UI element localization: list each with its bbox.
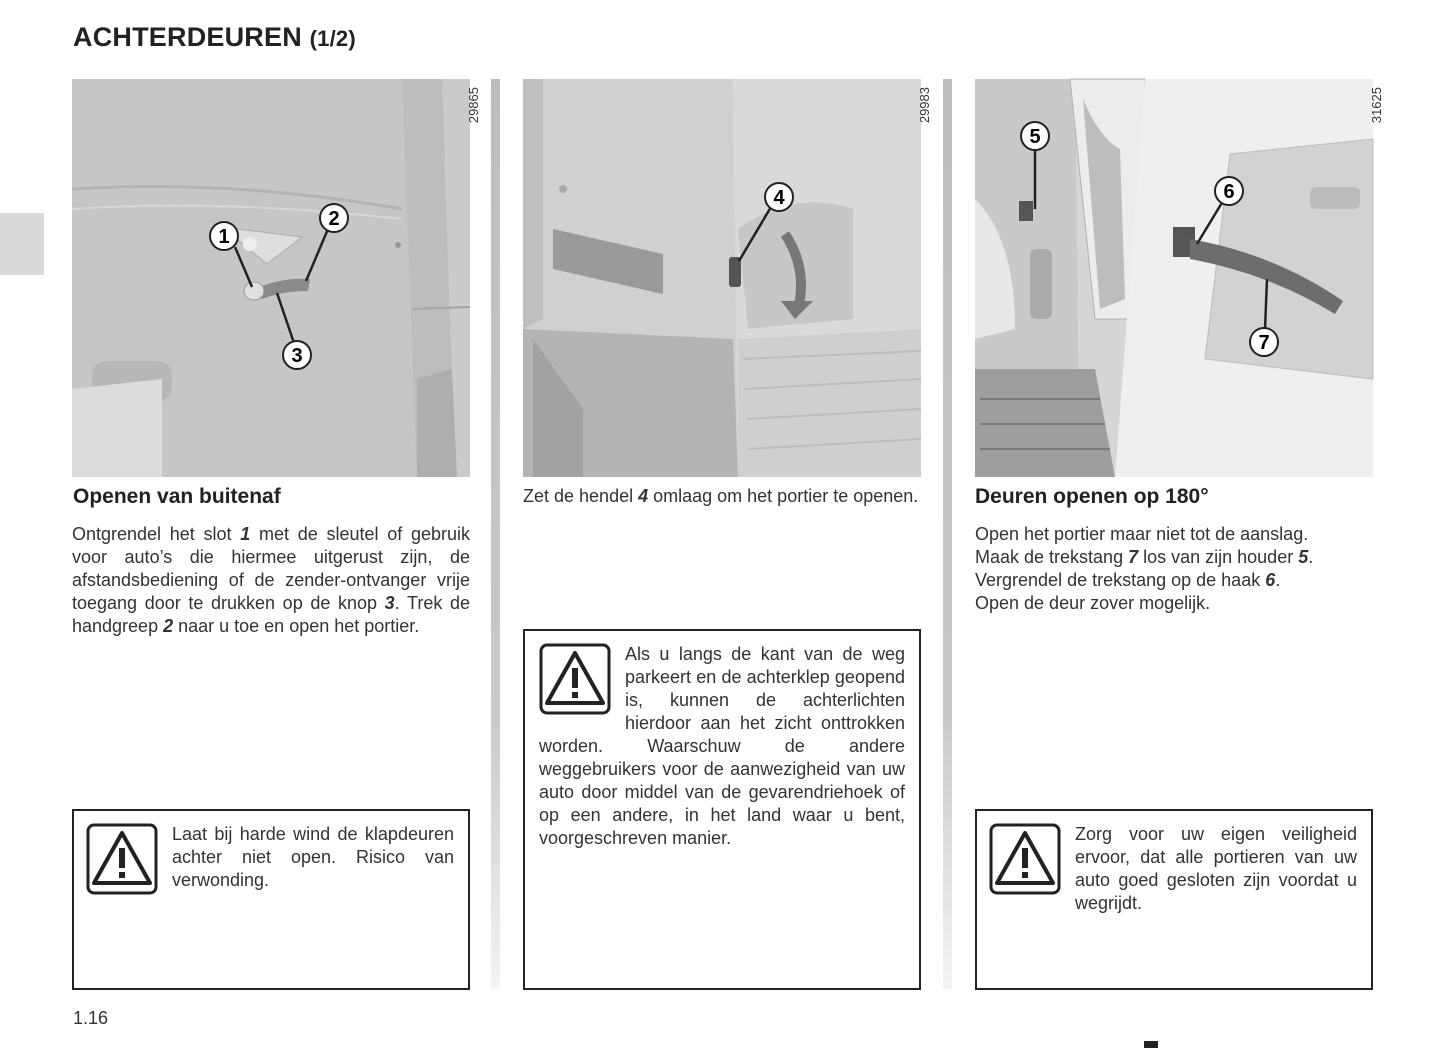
figure-ref-number: 31625 <box>1369 87 1384 124</box>
text-segment: Ontgrendel het slot <box>72 524 241 544</box>
door-lever-illustration <box>523 79 921 477</box>
text-segment: . <box>1308 547 1314 567</box>
ref-1: 1 <box>240 524 251 544</box>
section-tab <box>0 213 44 275</box>
door-180-illustration <box>975 79 1373 477</box>
ref-2: 2 <box>163 616 174 636</box>
warning-box-wind <box>72 809 470 990</box>
ref-4: 4 <box>638 486 649 506</box>
rear-door-exterior-illustration <box>72 79 470 477</box>
figure-ref-number: 29983 <box>917 87 932 124</box>
text-segment: omlaag om het portier te openen. <box>648 486 919 506</box>
text-segment: Open de deur zover mogelijk. <box>975 593 1211 613</box>
ref-3: 3 <box>384 593 395 613</box>
text-segment: Zet de hendel <box>523 486 639 506</box>
page-title-suffix: (1/2) <box>309 26 356 51</box>
text-segment: naar u toe en open het portier. <box>173 616 420 636</box>
text-segment: Vergrendel de trekstang op de haak <box>975 570 1266 590</box>
figure-door-180 <box>975 79 1384 477</box>
text-segment: Maak de trekstang <box>975 547 1129 567</box>
callout-7-label: 7 <box>1258 332 1270 354</box>
warning-box-rear-lights <box>523 629 921 990</box>
callout-4-label: 4 <box>773 187 785 209</box>
text-segment: . Trek de handgreep <box>72 593 470 636</box>
text-segment: . <box>1275 570 1281 590</box>
ref-6: 6 <box>1265 570 1276 590</box>
callout-6-label: 6 <box>1223 181 1235 203</box>
warning-box-safety <box>975 809 1373 990</box>
page-corner-mark <box>1144 1041 1158 1048</box>
instruction-line <box>975 592 1373 615</box>
instruction-line <box>975 546 1373 569</box>
callout-1-label: 1 <box>218 226 230 248</box>
warning-triangle-icon <box>539 643 611 715</box>
figure-rear-door-exterior <box>72 79 481 477</box>
warning-text-rear-lights: Als u langs de kant van de weg parkeert en de achterklep geopend is, kunnen de achterlichten hierdoor aan het zicht onttrokken worden. Waarschuw de andere weggebruikers voor de aanwezigheid van uw auto door middel van de gevarendriehoek of op een andere, in het land waar u bent, voorgeschreven manier. <box>539 644 905 848</box>
callout-5-label: 5 <box>1029 126 1041 148</box>
ref-7: 7 <box>1128 547 1139 567</box>
ref-5: 5 <box>1298 547 1309 567</box>
column-divider <box>943 79 952 989</box>
page-title-text: ACHTERDEUREN <box>73 22 302 52</box>
figure-door-lever <box>523 79 932 477</box>
instruction-line <box>975 569 1373 592</box>
callout-3-label: 3 <box>291 345 303 367</box>
instruction-open-180 <box>975 523 1373 615</box>
text-segment: met de sleutel of gebruik voor auto’s die hiermee uitgerust zijn, de afstandsbediening of de zender-ontvanger vrije toegang door te drukken op de knop <box>72 524 470 613</box>
page-title <box>73 22 356 53</box>
text-segment: Open het portier maar niet tot de aanslag. <box>975 524 1309 544</box>
instruction-lever <box>523 485 921 508</box>
column-divider <box>491 79 500 989</box>
figure-ref-number: 29865 <box>466 87 481 124</box>
instruction-open-from-outside <box>72 523 470 638</box>
heading-open-180: Deuren openen op 180° <box>975 485 1209 508</box>
warning-triangle-icon <box>86 823 158 895</box>
warning-triangle-icon <box>989 823 1061 895</box>
warning-text-wind: Laat bij harde wind de klapdeuren achter niet open. Risico van verwonding. <box>172 824 454 890</box>
page-number: 1.16 <box>73 1008 109 1028</box>
heading-open-from-outside: Openen van buitenaf <box>73 485 281 508</box>
text-segment: los van zijn houder <box>1138 547 1299 567</box>
instruction-line <box>975 523 1373 546</box>
callout-2-label: 2 <box>328 208 340 230</box>
warning-text-safety: Zorg voor uw eigen veiligheid ervoor, dat alle portieren van uw auto goed gesloten zijn voordat u wegrijdt. <box>1075 824 1357 913</box>
